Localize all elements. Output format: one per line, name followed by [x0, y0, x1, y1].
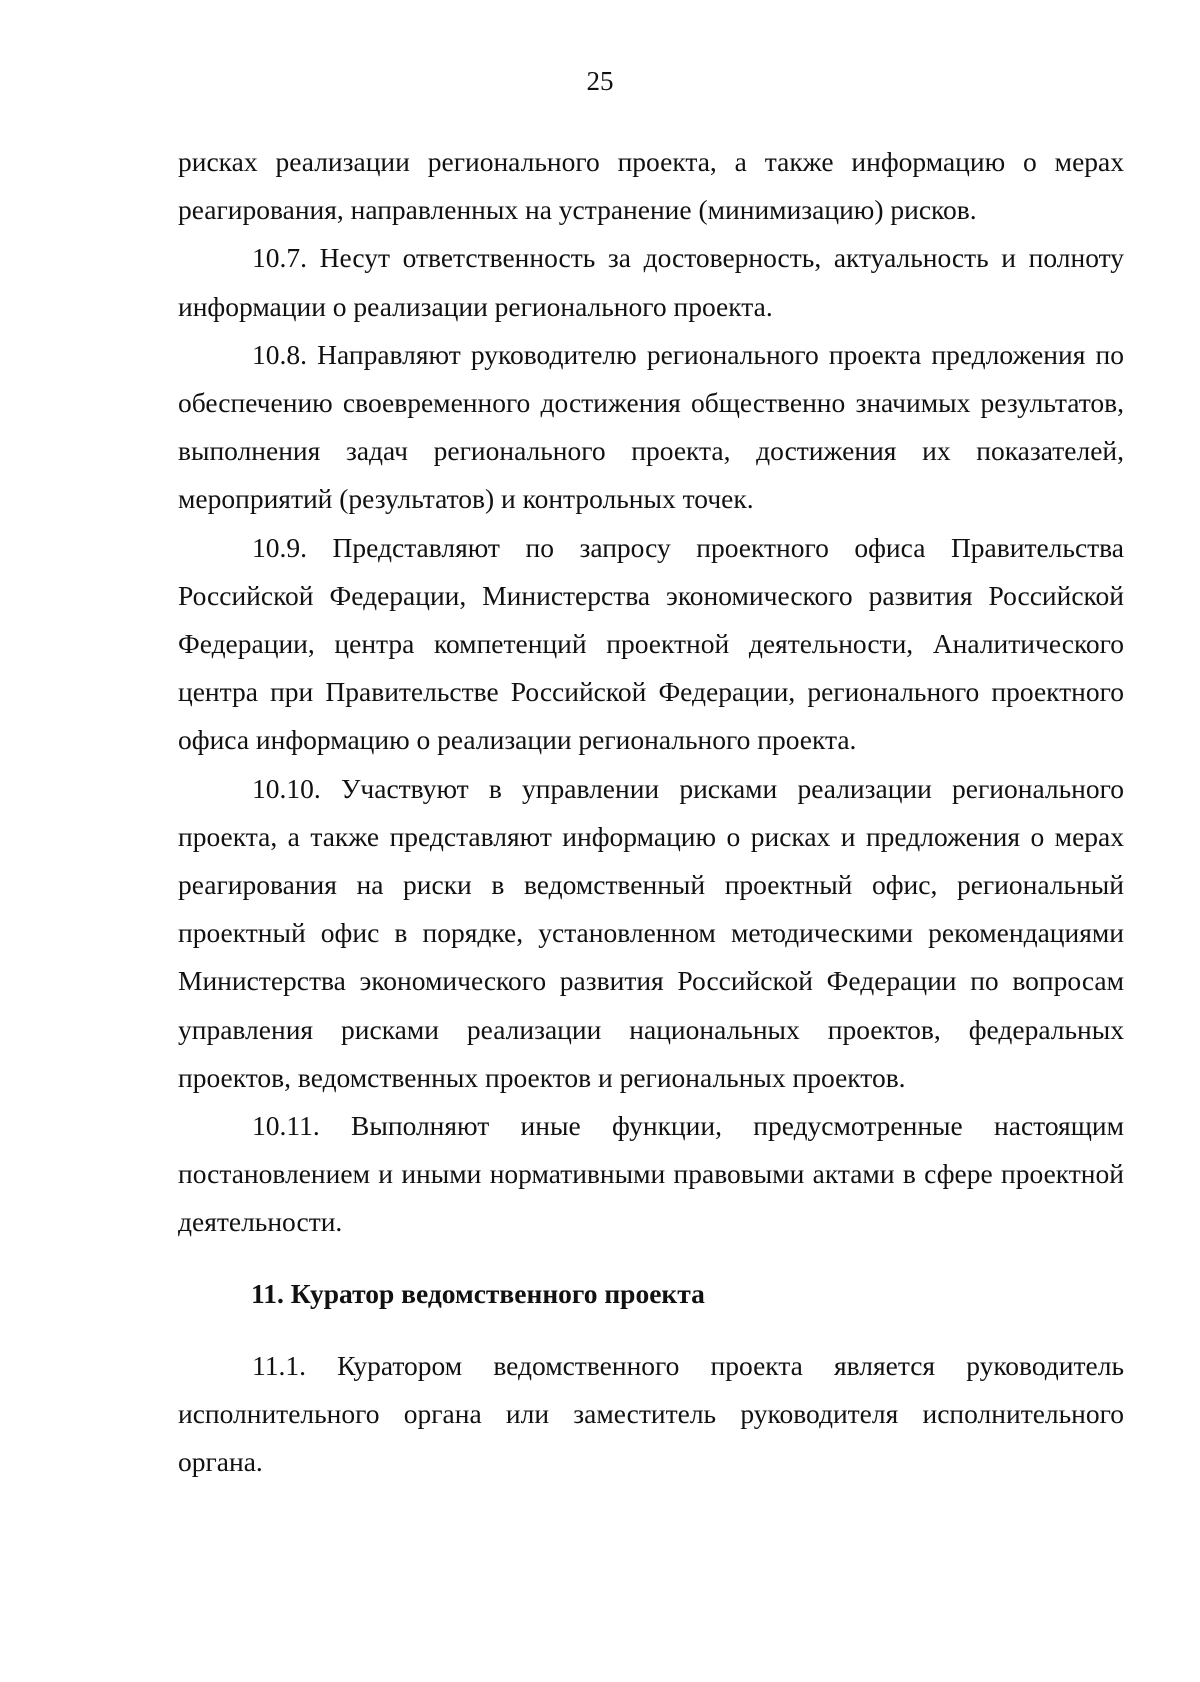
paragraph-10-9: 10.9. Представляют по запросу проектного офиса Правительства Российской Федерации, Министерства экономического развития Российской Федерации, центра компетенций проектной деятельности, Аналитического центра при Правительстве Российской Федерации, регионального проектного офиса информацию о реализации регионального проекта. — [178, 531, 1124, 756]
section-heading: 11. Куратор ведомственного проекта — [251, 1278, 705, 1309]
paragraph-11-1: 11.1. Куратором ведомственного проекта является руководитель исполнительного органа или заместитель руководителя исполнительного органа. — [178, 1350, 1124, 1478]
paragraph-continuation: рисках реализации регионального проекта, а также информацию о мерах реагирования, направленных на устранение (минимизацию) рисков. — [178, 146, 1124, 226]
section-body-text — [178, 1342, 1124, 1487]
paragraph-10-11: 10.11. Выполняют иные функции, предусмотренные настоящим постановлением и иными нормативными правовыми актами в сфере проектной деятельности. — [178, 1110, 1124, 1238]
paragraph-10-8: 10.8. Направляют руководителю регионального проекта предложения по обеспечению своевременного достижения общественно значимых результатов, выполнения задач регионального проекта, достижения их показателей, мероприятий (результатов) и контрольных точек. — [178, 338, 1124, 515]
body-text — [178, 138, 1124, 1247]
page-number: 25 — [586, 66, 614, 96]
paragraph-10-10: 10.10. Участвуют в управлении рисками реализации регионального проекта, а также представляют информацию о рисках и предложения о мерах реагирования на риски в ведомственный проектный офис, региональный проектный офис в порядке, установленном методическими рекомендациями Министерства экономического развития Российской Федерации по вопросам управления рисками реализации национальных проектов, федеральных проектов, ведомственных проектов и региональных проектов. — [178, 772, 1124, 1093]
paragraph-10-7: 10.7. Несут ответственность за достоверность, актуальность и полноту информации о реализации регионального проекта. — [178, 242, 1124, 322]
